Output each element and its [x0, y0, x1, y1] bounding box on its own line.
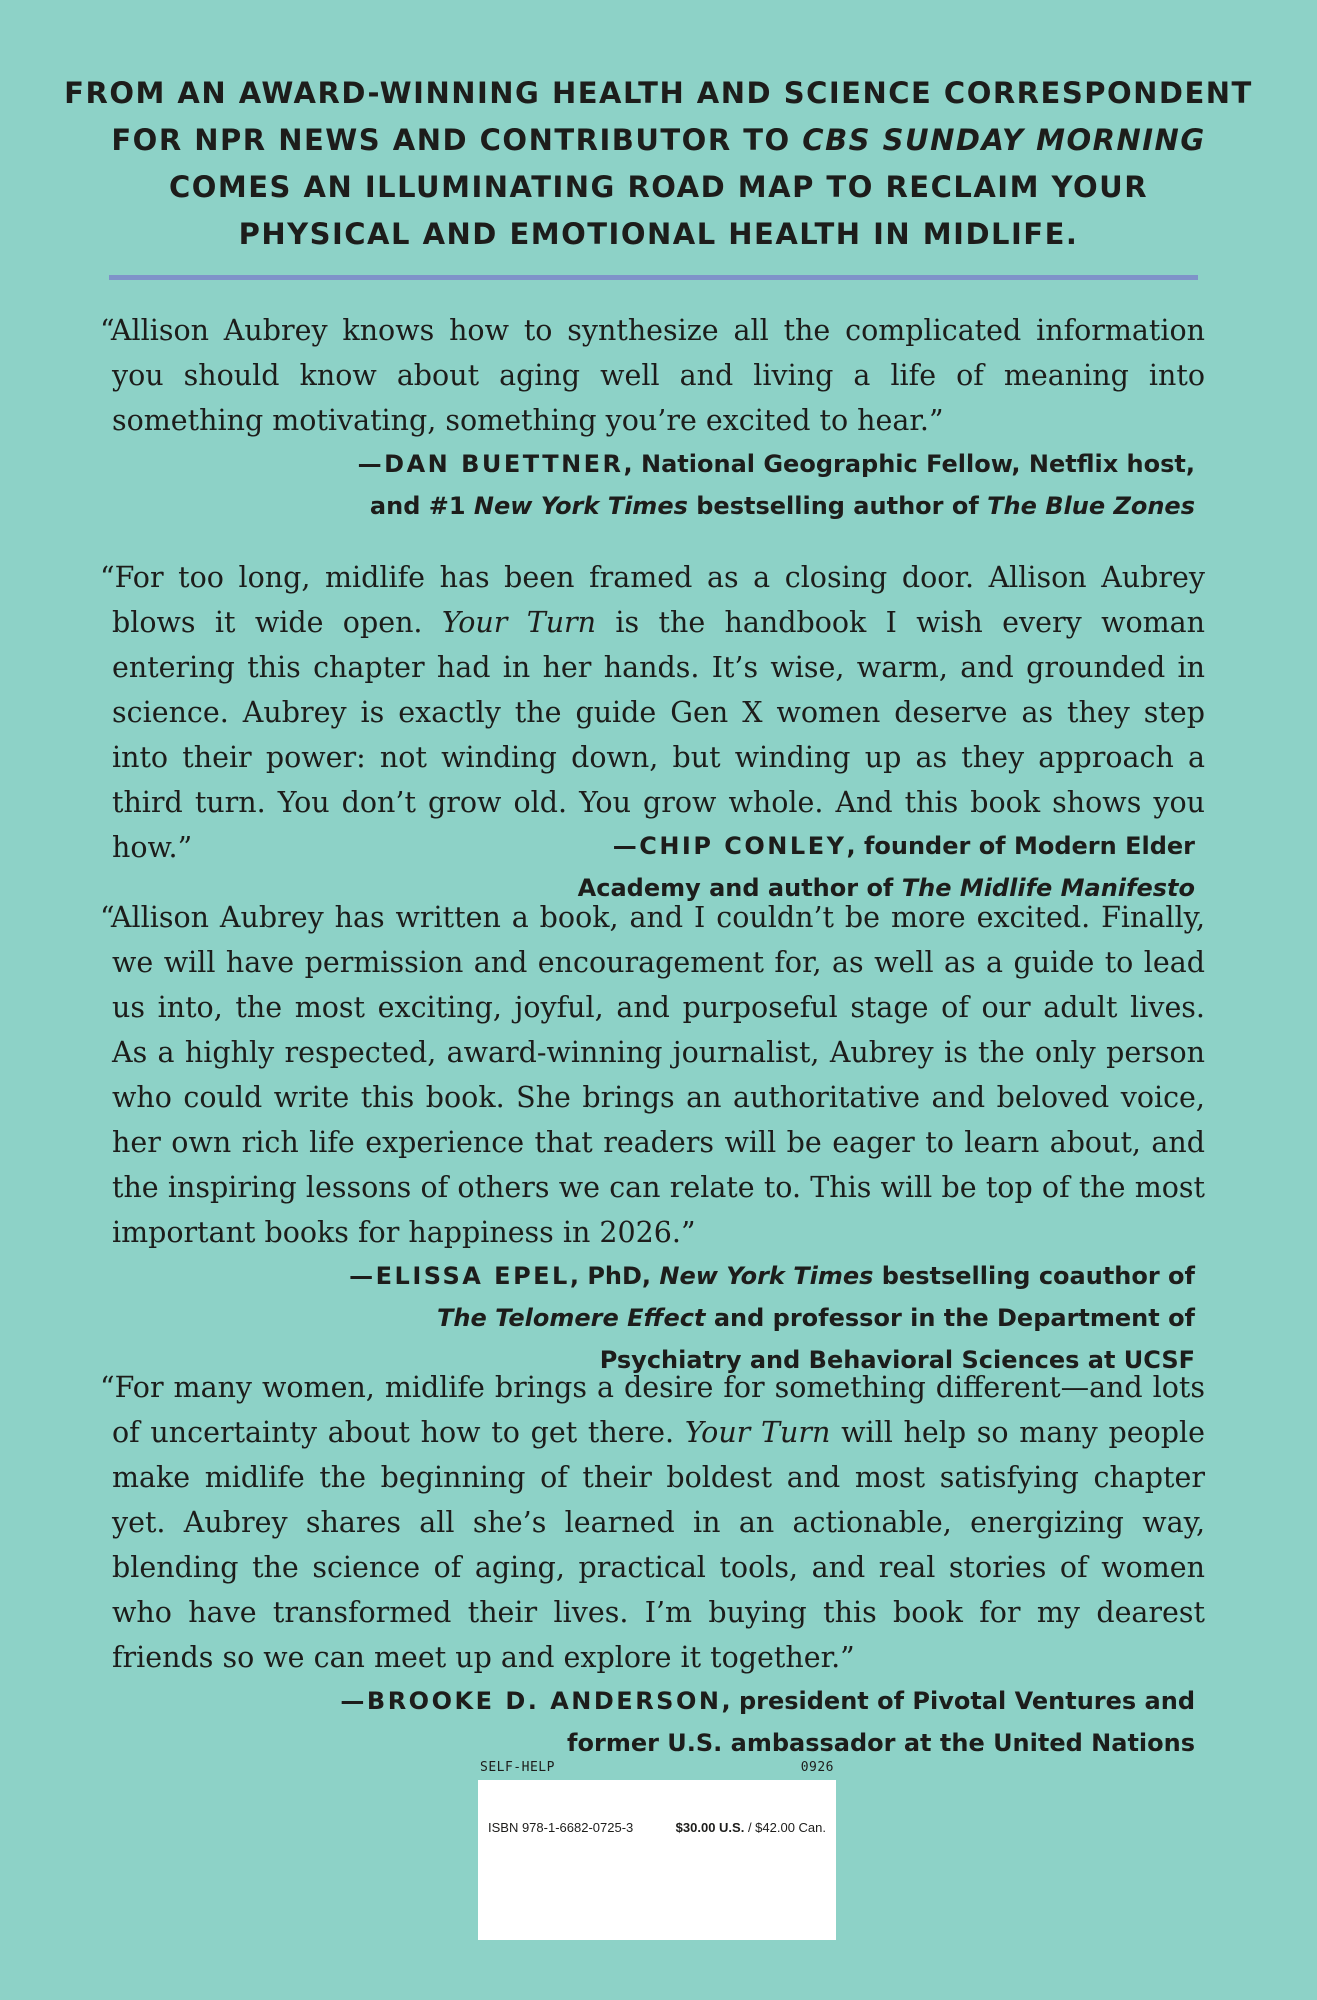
isbn-line [488, 1820, 826, 1835]
price-can: / $42.00 Can. [744, 1820, 826, 1835]
category-label: SELF-HELP [480, 1760, 555, 1775]
blurb-text [100, 555, 1205, 870]
barcode-box [478, 1780, 836, 1940]
blurb-author-title: , president of Pivotal Ventures and [721, 1687, 1195, 1715]
blurb-author-book: The Telomere Effect [437, 1304, 706, 1332]
blurb-author-name: —CHIP CONLEY [612, 832, 847, 860]
code-label: 0926 [800, 1760, 834, 1775]
blurb-author-name: —DAN BUETTNER [357, 450, 624, 478]
blurb-author-name: —BROOKE D. ANDERSON [340, 1687, 722, 1715]
blurb-author-degree: , PhD, [569, 1262, 660, 1290]
blurb-text-part-1: “For too long, midlife has been framed as a closing door. Allison Aubrey blows it wide open. [100, 561, 1205, 639]
blurb-author-credit-2: bestselling author of [687, 492, 988, 520]
blurb-author-credit: former U.S. ambassador at the United Nations [567, 1729, 1195, 1757]
blurb-text [100, 1365, 1205, 1680]
headline-line-3: COMES AN ILLUMINATING ROAD MAP TO RECLAIM YOUR [168, 170, 1149, 204]
divider-rule [109, 275, 1198, 280]
blurb-anderson [100, 1365, 1205, 1764]
blurb-attribution [100, 1255, 1205, 1381]
blurb-buettner [100, 308, 1205, 527]
headline [0, 70, 1317, 258]
blurb-author-title: , founder of Modern Elder [846, 832, 1195, 860]
blurb-text-part-1: “For many women, midlife brings a desire for something different—and lots of uncertainty about how to get there. [100, 1371, 1205, 1449]
blurb-author-credit: bestselling coauthor of [873, 1262, 1195, 1290]
headline-line-4: PHYSICAL AND EMOTIONAL HEALTH IN MIDLIFE. [238, 217, 1079, 251]
blurb-book-title: The Blue Zones [987, 492, 1195, 520]
blurb-book-title: Your Turn [684, 1416, 831, 1449]
headline-line-2 [0, 117, 1317, 164]
blurb-text-part-2: will help so many people make midlife the beginning of their boldest and most satisfying chapter yet. Aubrey shares all she’s learned in an actionable, energizing way, blending the science of aging, practical tools, and real stories of women who have transformed their lives. I’m buying this book for my dearest friends so we can meet up and explore it together.” [112, 1416, 1205, 1674]
blurb-author-department: Psychiatry and Behavioral Sciences at UCSF [599, 1346, 1195, 1374]
headline-show-title: CBS SUNDAY MORNING [802, 123, 1206, 157]
isbn-number: ISBN 978-1-6682-0725-3 [488, 1820, 634, 1835]
blurb-author-credit: Academy and author of [577, 874, 902, 902]
price-us: $30.00 U.S. [675, 1820, 745, 1835]
headline-line-1: FROM AN AWARD-WINNING HEALTH AND SCIENCE CORRESPONDENT [64, 76, 1253, 110]
headline-line-2-text: FOR NPR NEWS AND CONTRIBUTOR TO [111, 123, 803, 157]
blurb-text-part-2: is the handbook I wish every woman entering this chapter had in her hands. It’s wise, warm, and grounded in science. Aubrey is exactly the guide Gen X women deserve as they step into their power: not winding down, but winding up as they approach a third turn. You don’t grow old. You grow whole. And this book shows you how.” [112, 606, 1205, 864]
blurb-book-title: Your Turn [441, 606, 597, 639]
barcode-labels [478, 1760, 836, 1775]
blurb-publication: New York Times [473, 492, 688, 520]
blurb-author-title: , National Geographic Fellow, Netflix host, [623, 450, 1195, 478]
blurb-epel [100, 895, 1205, 1381]
blurb-conley [100, 555, 1205, 909]
price-label [676, 1820, 826, 1835]
blurb-author-book: The Midlife Manifesto [901, 874, 1195, 902]
blurb-attribution [100, 1680, 1205, 1764]
blurb-author-name: —ELISSA EPEL [349, 1262, 570, 1290]
blurb-text: “Allison Aubrey has written a book, and I couldn’t be more excited. Finally, we will have permission and encouragement for, as well as a guide to lead us into, the most exciting, joyful, and purposeful stage of our adult lives. As a highly respected, award-winning journalist, Aubrey is the only person who could write this book. She brings an authoritative and beloved voice, her own rich life experience that readers will be eager to learn about, and the inspiring lessons of others we can relate to. This will be top of the most important books for happiness in 2026.” [100, 901, 1205, 1249]
blurb-attribution [100, 443, 1205, 527]
barcode-area [478, 1760, 836, 1940]
blurb-author-title: and professor in the Department of [705, 1304, 1195, 1332]
blurb-text: “Allison Aubrey knows how to synthesize all the complicated information you should know about aging well and living a life of meaning into something motivating, something you’re excited to hear.” [100, 314, 1205, 437]
blurb-author-credit: and #1 [369, 492, 474, 520]
blurb-publication: New York Times [659, 1262, 874, 1290]
